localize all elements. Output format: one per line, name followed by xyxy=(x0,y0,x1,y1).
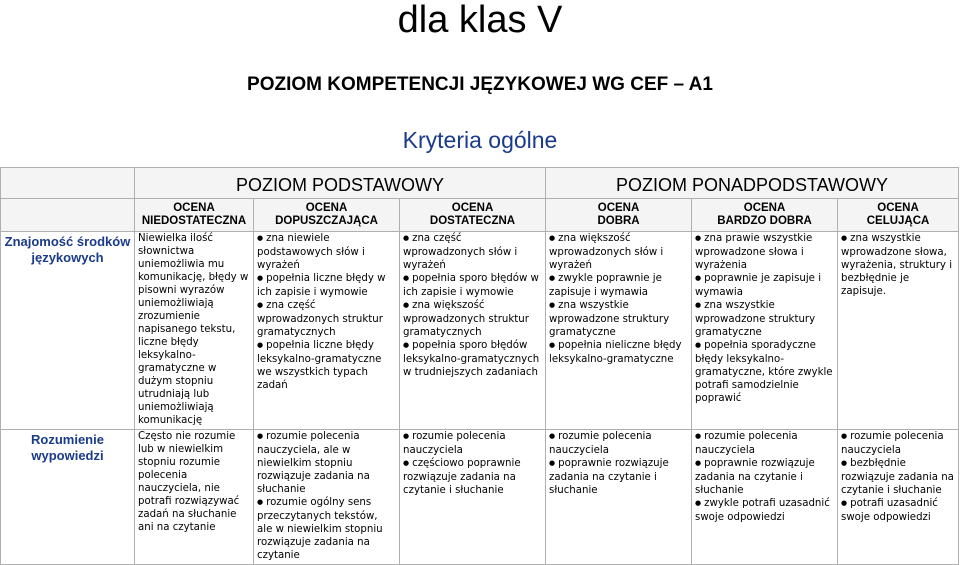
criteria-cell: Często nie rozumie lub w niewielkim stopniu rozumie polecenia nauczyciela, nie potrafi rozwiązywać zadań na słuchanie ani na czytanie xyxy=(135,430,254,565)
category-cell: Znajomość środków językowych xyxy=(1,232,135,430)
criteria-cell: ● rozumie polecenia nauczyciela, ale w niewielkim stopniu rozwiązuje zadania na słuchanie ● rozumie ogólny sens przeczytanych tekstów, ale w niewielkim stopniu rozwiązuje zadania na czytanie xyxy=(254,430,400,565)
section-title: Kryteria ogólne xyxy=(402,127,558,153)
criteria-cell: ● zna większość wprowadzonych słów i wyrażeń ● zwykle poprawnie je zapisuje i wymawia ● zna wszystkie wprowadzone struktury gramatyczne ● popełnia nieliczne błędy leksykalno-gramatyczne xyxy=(546,232,692,430)
criteria-cell: ● rozumie polecenia nauczyciela ● bezbłędnie rozwiązuje zadania na czytanie i słuchanie ● potrafi uzasadnić swoje odpowiedzi xyxy=(838,430,959,565)
criteria-cell: ● zna wszystkie wprowadzone słowa, wyrażenia, struktury i bezbłędnie je zapisuje. xyxy=(838,232,959,430)
grade-header: OCENA DOPUSZCZAJĄCA xyxy=(254,199,400,232)
level-advanced: POZIOM PONADPODSTAWOWY xyxy=(546,168,959,199)
criteria-cell: ● zna część wprowadzonych słów i wyrażeń ● popełnia sporo błędów w ich zapisie i wymowie ● zna większość wprowadzonych struktur gramatycznych ● popełnia sporo błędów leksykalno-gramatycznych w trudniejszych zadaniach xyxy=(400,232,546,430)
criteria-cell: ● zna niewiele podstawowych słów i wyrażeń ● popełnia liczne błędy w ich zapisie i wymowie ● zna część wprowadzonych struktur gramatycznych ● popełnia liczne błędy leksykalno-gramatyczne we wszystkich typach zadań xyxy=(254,232,400,430)
empty-grade-cell xyxy=(1,199,135,232)
criteria-cell: Niewielka ilość słownictwa uniemożliwia mu komunikację, błędy w pisowni wyrazów uniemożliwiają zrozumienie napisanego tekstu, liczne błędy leksykalno-gramatyczne w dużym stopniu utrudniają lub uniemożliwiają komunikację xyxy=(135,232,254,430)
criteria-cell: ● zna prawie wszystkie wprowadzone słowa i wyrażenia ● poprawnie je zapisuje i wymawia ● zna wszystkie wprowadzone struktury gramatyczne ● popełnia sporadyczne błędy leksykalno-gramatyczne, które zwykle potrafi samodzielnie poprawić xyxy=(692,232,838,430)
empty-header-cell xyxy=(1,168,135,199)
grade-header: OCENA DOBRA xyxy=(546,199,692,232)
table-row xyxy=(1,430,959,565)
page-subtitle: POZIOM KOMPETENCJI JĘZYKOWEJ WG CEF – A1 xyxy=(247,74,713,95)
grade-header: OCENA DOSTATECZNA xyxy=(400,199,546,232)
category-cell: Rozumienie wypowiedzi xyxy=(1,430,135,565)
grade-header-row xyxy=(1,199,959,232)
criteria-cell: ● rozumie polecenia nauczyciela ● częściowo poprawnie rozwiązuje zadania na czytanie i słuchanie xyxy=(400,430,546,565)
table-row xyxy=(1,232,959,430)
criteria-cell: ● rozumie polecenia nauczyciela ● poprawnie rozwiązuje zadania na czytanie i słuchanie xyxy=(546,430,692,565)
grade-header: OCENA CELUJĄCA xyxy=(838,199,959,232)
grade-header: OCENA NIEDOSTATECZNA xyxy=(135,199,254,232)
grade-header: OCENA BARDZO DOBRA xyxy=(692,199,838,232)
level-header-row xyxy=(1,168,959,199)
criteria-table xyxy=(0,167,959,565)
criteria-cell: ● rozumie polecenia nauczyciela ● poprawnie rozwiązuje zadania na czytanie i słuchanie ● zwykle potrafi uzasadnić swoje odpowiedzi xyxy=(692,430,838,565)
level-basic: POZIOM PODSTAWOWY xyxy=(135,168,546,199)
page-title: dla klas V xyxy=(397,0,563,41)
